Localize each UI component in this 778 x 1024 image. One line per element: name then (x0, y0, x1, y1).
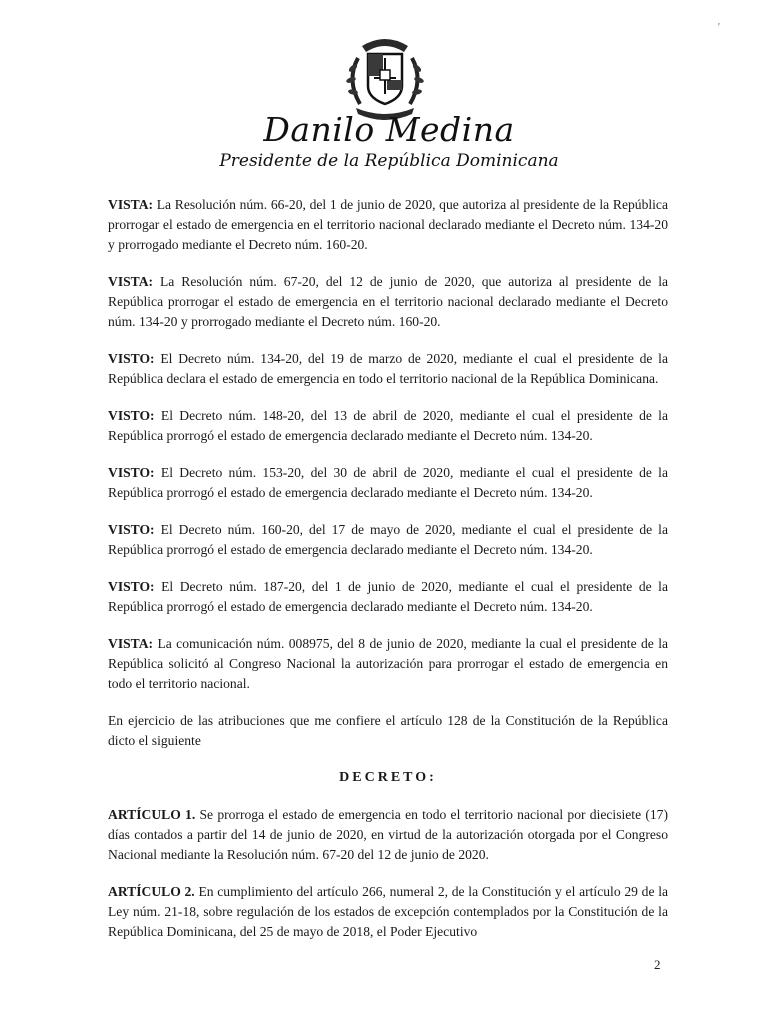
recital-paragraph (108, 406, 668, 446)
recital-text: El Decreto núm. 187-20, del 1 de junio de 2020, mediante el cual el presidente de la República prorrogó el estado de emergencia declarado mediante el Decreto núm. 134-20. (108, 579, 668, 614)
recital-paragraph (108, 349, 668, 389)
recital-label: VISTA: (108, 274, 154, 289)
article-paragraph (108, 882, 668, 942)
recital-paragraph (108, 577, 668, 617)
article-label: ARTÍCULO 1. (108, 807, 196, 822)
recital-text: El Decreto núm. 160-20, del 17 de mayo de 2020, mediante el cual el presidente de la República prorrogó el estado de emergencia declarado mediante el Decreto núm. 134-20. (108, 522, 668, 557)
article-text: Se prorroga el estado de emergencia en todo el territorio nacional por diecisiete (17) días contados a partir del 14 de junio de 2020, en virtud de la autorización otorgada por el Congreso Nacional mediante la Resolución núm. 67-20 del 12 de junio de 2020. (108, 807, 668, 862)
recital-text: La Resolución núm. 67-20, del 12 de junio de 2020, que autoriza al presidente de la República prorrogar el estado de emergencia en el territorio nacional declarado mediante el Decreto núm. 134-20 y prorrogado mediante el Decreto núm. 160-20. (108, 274, 668, 329)
recital-label: VISTO: (108, 351, 155, 366)
page-number: 2 (654, 957, 661, 972)
article-paragraph (108, 805, 668, 865)
recital-label: VISTO: (108, 408, 155, 423)
recital-text: La Resolución núm. 66-20, del 1 de junio de 2020, que autoriza al presidente de la República prorrogar el estado de emergencia en el territorio nacional declarado mediante el Decreto núm. 134-20 y prorrogado mediante el Decreto núm. 160-20. (108, 197, 668, 252)
recital-label: VISTO: (108, 579, 155, 594)
article-label: ARTÍCULO 2. (108, 884, 195, 899)
exercise-paragraph: En ejercicio de las atribuciones que me confiere el artículo 128 de la Constitución de la República dicto el siguiente (108, 713, 668, 748)
recital-label: VISTA: (108, 636, 154, 651)
decreto-heading: DECRETO: (339, 770, 437, 785)
recital-text: La comunicación núm. 008975, del 8 de junio de 2020, mediante la cual el presidente de la República solicitó al Congreso Nacional la autorización para prorrogar el estado de emergencia en todo el territorio nacional. (108, 636, 668, 691)
recital-paragraph (108, 463, 668, 503)
recital-text: El Decreto núm. 148-20, del 13 de abril de 2020, mediante el cual el presidente de la República prorrogó el estado de emergencia declarado mediante el Decreto núm. 134-20. (108, 408, 668, 443)
recital-label: VISTA: (108, 197, 154, 212)
recital-label: VISTO: (108, 465, 155, 480)
article-text: En cumplimiento del artículo 266, numeral 2, de la Constitución y el artículo 29 de la Ley núm. 21-18, sobre regulación de los estados de excepción contemplados por la Constitución de la República Dominicana, del 25 de mayo de 2018, el Poder Ejecutivo (108, 884, 669, 939)
recital-paragraph (108, 634, 668, 694)
recital-label: VISTO: (108, 522, 155, 537)
recital-text: El Decreto núm. 153-20, del 30 de abril de 2020, mediante el cual el presidente de la República prorrogó el estado de emergencia declarado mediante el Decreto núm. 134-20. (108, 465, 668, 500)
recital-paragraph (108, 520, 668, 560)
recital-paragraph (108, 272, 668, 332)
document-body (108, 195, 668, 959)
president-name: Danilo Medina (263, 110, 515, 149)
president-title: Presidente de la República Dominicana (219, 151, 559, 171)
recital-text: El Decreto núm. 134-20, del 19 de marzo de 2020, mediante el cual el presidente de la República declara el estado de emergencia en todo el territorio nacional de la República Dominicana. (108, 351, 668, 386)
corner-mark: ' (718, 22, 720, 33)
recital-paragraph (108, 195, 668, 255)
